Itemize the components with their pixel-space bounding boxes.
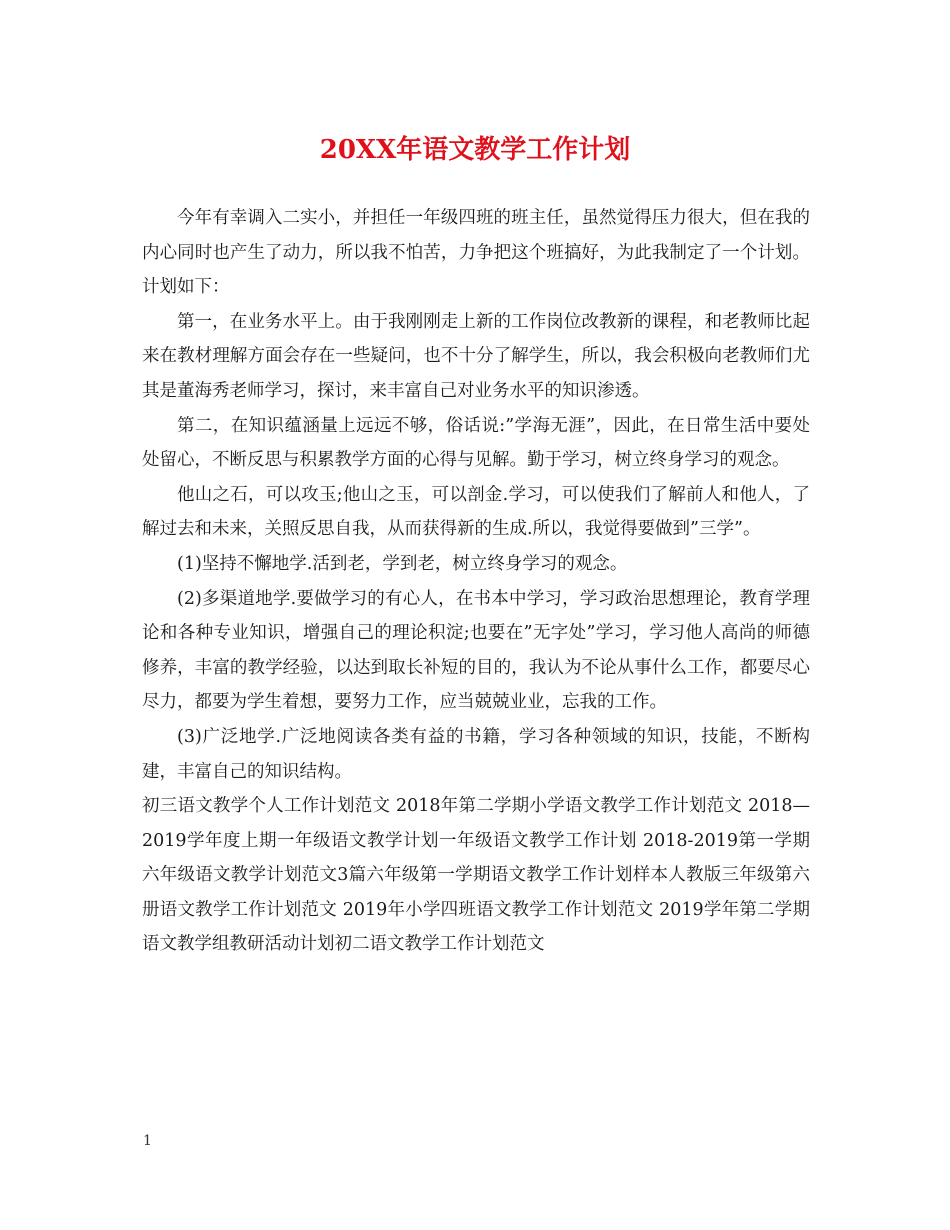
paragraph-second-point: 第二，在知识蕴涵量上远远不够，俗话说:”学海无涯”，因此，在日常生活中要处处留心，不断反思与积累教学方面的心得与见解。勤于学习，树立终身学习的观念。 <box>142 415 810 471</box>
paragraph-three-learnings: 他山之石，可以攻玉;他山之玉，可以剖金.学习，可以使我们了解前人和他人，了解过去和未来，关照反思自我，从而获得新的生成.所以，我觉得要做到”三学”。 <box>142 484 810 540</box>
page-number: 1 <box>143 1133 152 1149</box>
document-body <box>142 201 810 962</box>
related-articles-text: 初三语文教学个人工作计划范文 2018年第二学期小学语文教学工作计划范文 2018—2019学年度上期一年级语文教学计划一年级语文教学工作计划 2018-2019第一学期六年级语文教学计划范文3篇六年级第一学期语文教学工作计划样本人教版三年级第六册语文教学工作计划范文 2019年小学四班语文教学工作计划范文 2019学年第二学期语文教学组教研活动计划初二语文教学工作计划范文 <box>142 796 810 955</box>
paragraph-item-1: (1)坚持不懈地学.活到老，学到老，树立终身学习的观念。 <box>177 553 628 574</box>
document-title: 20XX年语文教学工作计划 <box>319 135 631 165</box>
paragraph-item-3: (3)广泛地学.广泛地阅读各类有益的书籍，学习各种领域的知识，技能，不断构建，丰富自己的知识结构。 <box>142 726 810 782</box>
paragraph-first-point: 第一，在业务水平上。由于我刚刚走上新的工作岗位改教新的课程，和老教师比起来在教材理解方面会存在一些疑问，也不十分了解学生，所以，我会积极向老教师们尤其是董海秀老师学习，探讨，来丰富自己对业务水平的知识渗透。 <box>142 311 810 401</box>
paragraph-item-2: (2)多渠道地学.要做学习的有心人，在书本中学习，学习政治思想理论，教育学理论和各种专业知识，增强自己的理论积淀;也要在”无字处”学习，学习他人高尚的师德修养，丰富的教学经验，以达到取长补短的目的，我认为不论从事什么工作，都要尽心尽力，都要为学生着想，要努力工作，应当兢兢业业，忘我的工作。 <box>142 588 810 713</box>
paragraph-intro: 今年有幸调入二实小，并担任一年级四班的班主任，虽然觉得压力很大，但在我的内心同时也产生了动力，所以我不怕苦，力争把这个班搞好，为此我制定了一个计划。计划如下： <box>142 208 810 298</box>
